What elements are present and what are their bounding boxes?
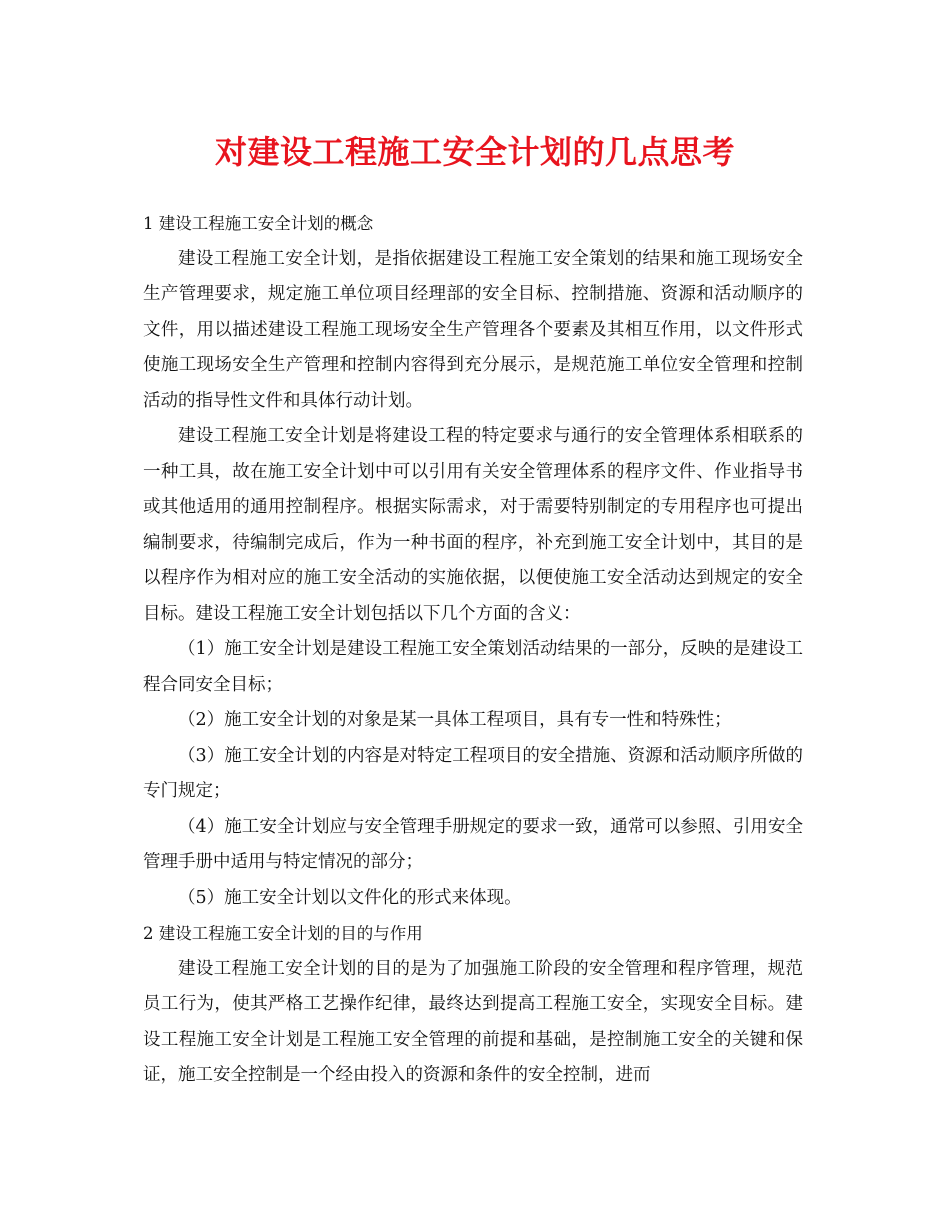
list-item-4: （4）施工安全计划应与安全管理手册规定的要求一致，通常可以参照、引用安全管理手册中适用与特定情况的部分； bbox=[143, 816, 803, 872]
section-2-paragraph-1: 建设工程施工安全计划的目的是为了加强施工阶段的安全管理和程序管理，规范员工行为，使其严格工艺操作纪律，最终达到提高工程施工安全，实现安全目标。建设工程施工安全计划是工程施工安全管理的前提和基础，是控制施工安全的关键和保证，施工安全控制是一个经由投入的资源和条件的安全控制，进而 bbox=[143, 958, 803, 1085]
list-item-2: （2）施工安全计划的对象是某一具体工程项目，具有专一性和特殊性； bbox=[178, 710, 732, 730]
list-item-1: （1）施工安全计划是建设工程施工安全策划活动结果的一部分，反映的是建设工程合同安全目标； bbox=[143, 639, 803, 695]
list-item-3: （3）施工安全计划的内容是对特定工程项目的安全措施、资源和活动顺序所做的专门规定； bbox=[143, 745, 803, 801]
section-1-paragraph-1: 建设工程施工安全计划，是指依据建设工程施工安全策划的结果和施工现场安全生产管理要求，规定施工单位项目经理部的安全目标、控制措施、资源和活动顺序的文件，用以描述建设工程施工现场安全生产管理各个要素及其相互作用，以文件形式使施工现场安全生产管理和控制内容得到充分展示，是规范施工单位安全管理和控制活动的指导性文件和具体行动计划。 bbox=[143, 248, 803, 411]
document-body bbox=[143, 206, 803, 1094]
section-2-heading: 2 建设工程施工安全计划的目的与作用 bbox=[143, 924, 423, 943]
document-title: 对建设工程施工安全计划的几点思考 bbox=[214, 133, 735, 171]
section-1-heading: 1 建设工程施工安全计划的概念 bbox=[143, 214, 374, 233]
section-1-paragraph-2: 建设工程施工安全计划是将建设工程的特定要求与通行的安全管理体系相联系的一种工具，故在施工安全计划中可以引用有关安全管理体系的程序文件、作业指导书或其他适用的通用控制程序。根据实际需求，对于需要特别制定的专用程序也可提出编制要求，待编制完成后，作为一种书面的程序，补充到施工安全计划中，其目的是以程序作为相对应的施工安全活动的实施依据，以便使施工安全活动达到规定的安全目标。建设工程施工安全计划包括以下几个方面的含义： bbox=[143, 426, 803, 624]
list-item-5: （5）施工安全计划以文件化的形式来体现。 bbox=[178, 887, 522, 908]
